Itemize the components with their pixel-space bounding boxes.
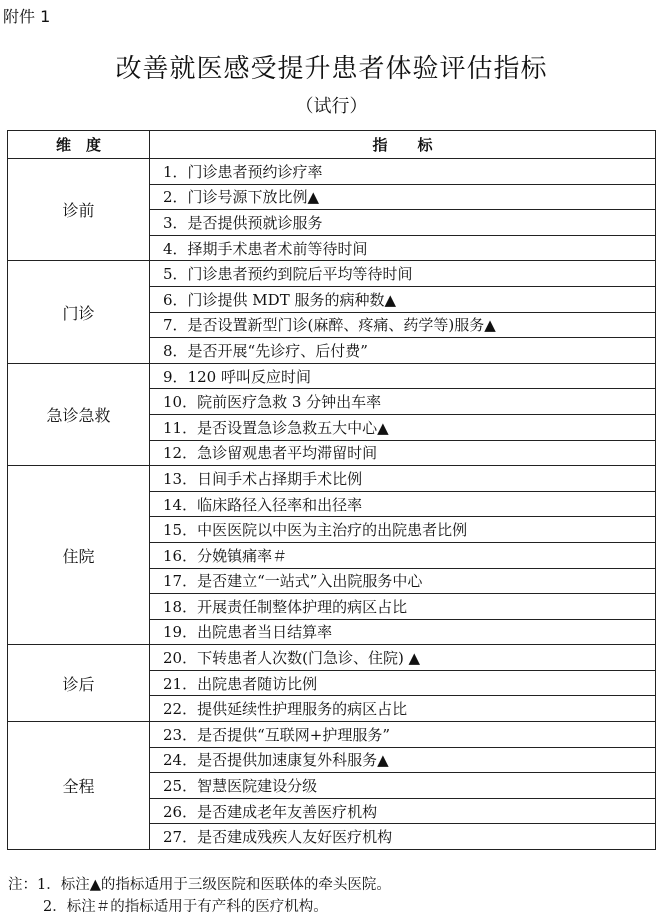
table-row xyxy=(8,645,656,671)
indicator-cell: 5．门诊患者预约到院后平均等待时间 xyxy=(150,261,656,287)
indicator-cell: 6．门诊提供 MDT 服务的病种数▲ xyxy=(150,286,656,312)
indicator-cell: 7．是否设置新型门诊(麻醉、疼痛、药学等)服务▲ xyxy=(150,312,656,338)
dimension-cell: 住院 xyxy=(8,466,150,645)
indicator-cell: 19．出院患者当日结算率 xyxy=(150,619,656,645)
indicator-cell: 2．门诊号源下放比例▲ xyxy=(150,184,656,210)
dimension-cell: 全程 xyxy=(8,722,150,850)
indicator-cell: 17．是否建立“一站式”入出院服务中心 xyxy=(150,568,656,594)
indicator-cell: 16．分娩镇痛率＃ xyxy=(150,542,656,568)
indicator-cell: 20．下转患者人次数(门急诊、住院) ▲ xyxy=(150,645,656,671)
page-subtitle: （试行） xyxy=(295,96,368,117)
column-header-dimension: 维 度 xyxy=(8,131,150,159)
footnotes xyxy=(8,874,391,918)
dimension-cell: 诊后 xyxy=(8,645,150,722)
dimension-cell: 急诊急救 xyxy=(8,363,150,465)
indicator-cell: 9．120 呼叫反应时间 xyxy=(150,363,656,389)
indicator-cell: 4．择期手术患者术前等待时间 xyxy=(150,235,656,261)
indicator-cell: 26．是否建成老年友善医疗机构 xyxy=(150,798,656,824)
indicator-cell: 11．是否设置急诊急救五大中心▲ xyxy=(150,414,656,440)
table-row xyxy=(8,466,656,492)
table-header-row xyxy=(8,131,656,159)
indicator-table xyxy=(7,130,656,850)
indicator-cell: 24．是否提供加速康复外科服务▲ xyxy=(150,747,656,773)
table-row xyxy=(8,722,656,748)
indicator-cell: 25．智慧医院建设分级 xyxy=(150,773,656,799)
indicator-cell: 14．临床路径入径率和出径率 xyxy=(150,491,656,517)
dimension-cell: 诊前 xyxy=(8,159,150,261)
attachment-label: 附件 1 xyxy=(3,7,51,26)
indicator-cell: 13．日间手术占择期手术比例 xyxy=(150,466,656,492)
indicator-cell: 15．中医医院以中医为主治疗的出院患者比例 xyxy=(150,517,656,543)
indicator-cell: 22．提供延续性护理服务的病区占比 xyxy=(150,696,656,722)
table-row xyxy=(8,159,656,185)
table-body xyxy=(8,159,656,850)
footnote-1: 注：1．标注▲的指标适用于三级医院和医联体的牵头医院。 xyxy=(8,877,391,893)
indicator-cell: 10．院前医疗急救 3 分钟出车率 xyxy=(150,389,656,415)
indicator-cell: 21．出院患者随访比例 xyxy=(150,670,656,696)
indicator-cell: 3．是否提供预就诊服务 xyxy=(150,210,656,236)
table-row xyxy=(8,261,656,287)
table-row xyxy=(8,363,656,389)
indicator-cell: 1．门诊患者预约诊疗率 xyxy=(150,159,656,185)
indicator-cell: 23．是否提供“互联网+护理服务” xyxy=(150,722,656,748)
indicator-cell: 18．开展责任制整体护理的病区占比 xyxy=(150,594,656,620)
column-header-indicator: 指 标 xyxy=(150,131,656,159)
page-title: 改善就医感受提升患者体验评估指标 xyxy=(115,54,548,84)
footnote-2: 2．标注＃的指标适用于有产科的医疗机构。 xyxy=(43,899,328,915)
dimension-cell: 门诊 xyxy=(8,261,150,363)
indicator-cell: 8．是否开展“先诊疗、后付费” xyxy=(150,338,656,364)
indicator-cell: 27．是否建成残疾人友好医疗机构 xyxy=(150,824,656,850)
indicator-cell: 12．急诊留观患者平均滞留时间 xyxy=(150,440,656,466)
